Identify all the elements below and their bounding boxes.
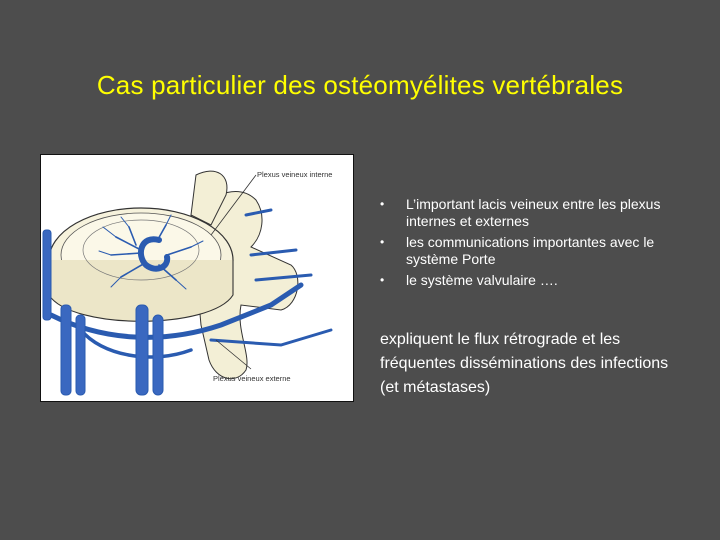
slide-title: Cas particulier des ostéomyélites vertébrales [96,70,624,100]
bullet-text: le système valvulaire …. [406,272,558,288]
bullet-item [378,196,708,230]
bullet-text: les communications importantes avec le système Porte [406,234,655,267]
bullet-list [378,196,708,293]
bullet-text: L’important lacis veineux entre les plexus internes et externes [406,196,661,229]
conclusion-text: expliquent le flux rétrograde et les fréquentes disséminations des infections (et métastases) [380,331,669,396]
bullet-icon: • [380,197,385,211]
label-external-plexus: Plexus veineux externe [213,374,291,383]
bullet-item [378,234,708,268]
bullet-icon: • [380,273,385,287]
bullet-icon: • [380,235,385,249]
label-internal-plexus: Plexus veineux interne [257,170,333,179]
bullet-item [378,272,708,289]
vertebra-venous-plexus-illustration [40,154,354,402]
